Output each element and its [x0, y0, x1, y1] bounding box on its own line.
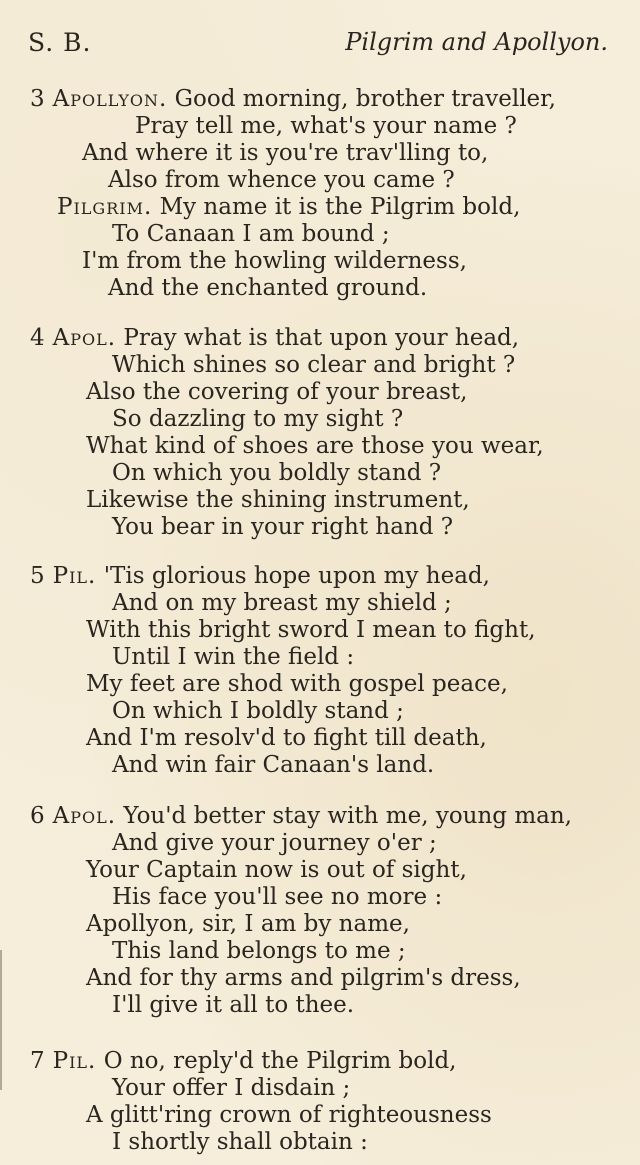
verse-line — [112, 698, 404, 725]
verse-line — [112, 938, 406, 965]
verse-text: Your offer I disdain ; — [112, 1075, 351, 1101]
verse-text: On which you boldly stand ? — [112, 460, 442, 486]
verse-line — [57, 194, 520, 221]
verse-line — [30, 86, 556, 113]
verse-line — [82, 140, 488, 167]
verse-line — [30, 563, 490, 590]
stanza-number: 7 — [30, 1048, 45, 1074]
verse-line — [30, 1048, 457, 1075]
verse-text: You'd better stay with me, young man, — [123, 803, 572, 829]
verse-text: Likewise the shining instrument, — [86, 487, 470, 513]
speaker-label: Pil. — [52, 1048, 97, 1074]
verse-text: Also the covering of your breast, — [86, 379, 468, 405]
verse-text: And the enchanted ground. — [108, 275, 428, 301]
verse-text: And on my breast my shield ; — [112, 590, 452, 616]
stanza-number: 4 — [30, 325, 45, 351]
verse-line — [86, 857, 467, 884]
verse-line — [86, 671, 508, 698]
verse-text: And I'm resolv'd to fight till death, — [86, 725, 487, 751]
verse-text: Also from whence you came ? — [108, 167, 455, 193]
verse-text: A glitt'ring crown of righteousness — [86, 1102, 492, 1128]
verse-text: On which I boldly stand ; — [112, 698, 404, 724]
verse-line — [112, 590, 452, 617]
header-title: Pilgrim and Apollyon. — [345, 28, 608, 56]
speaker-label: Apol. — [52, 325, 117, 351]
verse-text: And for thy arms and pilgrim's dress, — [86, 965, 521, 991]
stanza-number: 3 — [30, 86, 45, 112]
verse-line — [30, 325, 519, 352]
verse-line — [108, 275, 427, 302]
verse-line — [86, 725, 487, 752]
verse-line — [30, 803, 572, 830]
verse-line — [86, 433, 544, 460]
verse-line — [86, 1102, 492, 1129]
verse-text: And where it is you're trav'lling to, — [82, 140, 489, 166]
verse-line — [86, 911, 410, 938]
verse-text: My feet are shod with gospel peace, — [86, 671, 508, 697]
verse-text: And give your journey o'er ; — [112, 830, 437, 856]
stanza-number: 5 — [30, 563, 45, 589]
verse-text: And win fair Canaan's land. — [112, 752, 435, 778]
speaker-label: Apol. — [52, 803, 117, 829]
verse-line — [112, 884, 442, 911]
verse-line — [112, 752, 434, 779]
speaker-label: Pilgrim. — [57, 194, 153, 220]
verse-text: You bear in your right hand ? — [112, 514, 454, 540]
verse-line — [86, 487, 470, 514]
verse-line — [86, 379, 467, 406]
speaker-label: Apollyon. — [52, 86, 168, 112]
speaker-label: Pil. — [52, 563, 97, 589]
page-header — [28, 28, 608, 64]
verse-line — [135, 113, 517, 140]
verse-line — [112, 460, 441, 487]
verse-text: Pray tell me, what's your name ? — [135, 113, 517, 139]
verse-text: O no, reply'd the Pilgrim bold, — [103, 1048, 457, 1074]
verse-line — [86, 617, 536, 644]
verse-text: I shortly shall obtain : — [112, 1129, 368, 1155]
verse-text: Pray what is that upon your head, — [123, 325, 520, 351]
verse-line — [112, 644, 354, 671]
verse-line — [112, 992, 354, 1019]
page-edge-shadow — [0, 950, 2, 1090]
verse-line — [108, 167, 455, 194]
verse-text: His face you'll see no more : — [112, 884, 443, 910]
verse-line — [112, 406, 403, 433]
verse-text: 'Tis glorious hope upon my head, — [103, 563, 490, 589]
verse-line — [112, 830, 437, 857]
verse-text: My name it is the Pilgrim bold, — [159, 194, 521, 220]
verse-text: What kind of shoes are those you wear, — [86, 433, 544, 459]
verse-text: To Canaan I am bound ; — [112, 221, 390, 247]
verse-text: I'll give it all to thee. — [112, 992, 355, 1018]
verse-line — [112, 514, 453, 541]
header-section-mark: S. B. — [28, 28, 92, 57]
verse-line — [112, 1075, 350, 1102]
verse-line — [112, 1129, 368, 1156]
verse-text: So dazzling to my sight ? — [112, 406, 404, 432]
verse-text: I'm from the howling wilderness, — [82, 248, 467, 274]
stanza-number: 6 — [30, 803, 45, 829]
verse-text: This land belongs to me ; — [112, 938, 406, 964]
verse-text: Your Captain now is out of sight, — [86, 857, 467, 883]
verse-line — [86, 965, 521, 992]
verse-text: Apollyon, sir, I am by name, — [86, 911, 410, 937]
verse-line — [112, 221, 390, 248]
verse-text: Good morning, brother traveller, — [174, 86, 556, 112]
verse-text: Until I win the field : — [112, 644, 355, 670]
verse-line — [112, 352, 515, 379]
verse-text: With this bright sword I mean to fight, — [86, 617, 536, 643]
verse-text: Which shines so clear and bright ? — [112, 352, 516, 378]
verse-line — [82, 248, 467, 275]
